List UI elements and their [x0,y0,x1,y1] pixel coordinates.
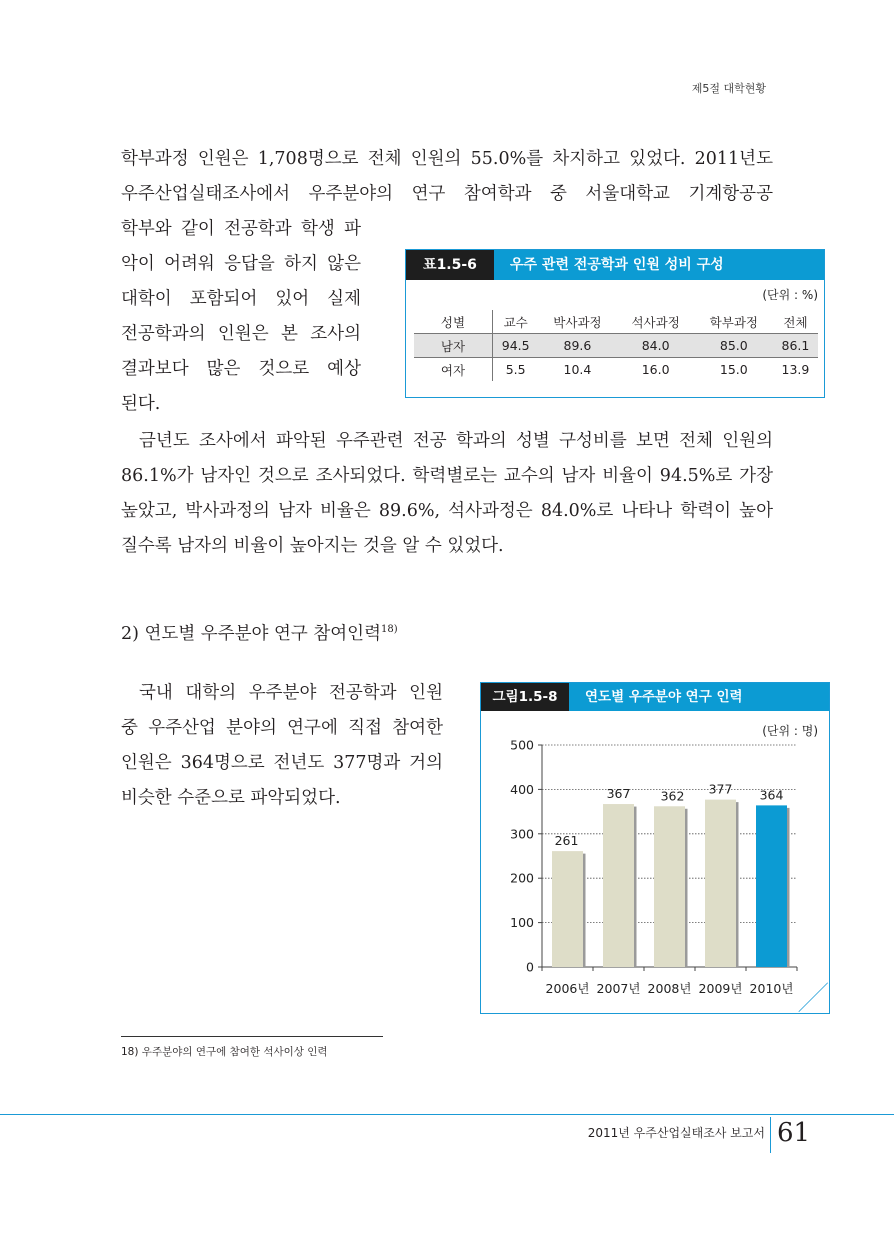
table-cell: 13.9 [781,362,810,377]
figure-tag: 그림1.5-8 [481,683,569,711]
x-tick-label: 2006년 [545,981,590,996]
data-table [414,310,818,381]
y-tick-label: 0 [526,959,534,975]
column-header: 교수 [493,310,539,334]
table-cell: 남자 [414,334,493,358]
table-cell: 5.5 [505,362,526,377]
paragraph-1 [121,142,773,212]
table-cell: 94.5 [493,334,539,358]
column-header: 성별 [414,310,493,334]
bar-layer [552,800,790,967]
table-cell: 86.1 [773,334,818,358]
chapter-header: 제5절 대학현황 [691,82,766,95]
table-header-bar [406,250,824,280]
bar [705,800,736,967]
y-tick-label: 500 [510,737,534,753]
y-tick-label: 100 [510,915,534,931]
bar [552,851,583,967]
figure-title: 연도별 우주분야 연구 인력 [585,689,743,705]
column-header: 전체 [773,310,818,334]
figure-box [480,682,830,1014]
text-line: 86.1%가 남자인 것으로 조사되었다. 학력별로는 교수의 남자 비율이 94.5%로 가장 [121,466,773,486]
x-tick-label: 2008년 [647,981,692,996]
text-line: 학부와 같이 전공학과 학생 파 [121,219,361,239]
bar [654,806,685,967]
y-tick-label: 300 [510,826,534,842]
footnote: 18) 우주분야의 연구에 참여한 석사이상 인력 [121,1046,328,1058]
text-line: 악이 어려워 응답을 하지 않은 [121,254,361,274]
data-label: 364 [759,787,784,803]
bar-chart [481,683,828,1012]
y-tick-label: 200 [510,870,534,886]
table-row [414,334,818,358]
table-cell: 84.0 [617,334,695,358]
table-cell: 10.4 [563,362,592,377]
table-cell: 85.0 [695,334,773,358]
x-tick-label: 2009년 [698,981,743,996]
data-label: 261 [554,833,579,849]
column-header: 석사과정 [617,310,695,334]
bar [603,804,634,967]
text-line: 학부과정 인원은 1,708명으로 전체 인원의 55.0%를 차지하고 있었다. 2011년도 [121,149,773,169]
text-line: 인원은 364명으로 전년도 377명과 거의 [121,753,443,773]
x-tick-label: 2010년 [749,981,794,996]
paragraph-2 [121,424,773,564]
page-number: 61 [777,1118,811,1148]
text-line: 대학이 포함되어 있어 실제 [121,289,361,309]
table-row [414,358,818,382]
text-line: 중 우주산업 분야의 연구에 직접 참여한 [121,718,443,738]
table-cell: 16.0 [641,362,670,377]
bar [756,805,787,967]
chart-unit-label: (단위 : 명) [762,724,818,738]
text-line: 국내 대학의 우주분야 전공학과 인원 [139,683,443,703]
text-line: 비슷한 수준으로 파악되었다. [121,788,341,808]
column-header: 박사과정 [538,310,616,334]
table-cell: 89.6 [538,334,616,358]
subheading-text: 2) 연도별 우주분야 연구 참여인력 [121,624,381,644]
data-label: 362 [660,788,685,804]
footer-label: 2011년 우주산업실태조사 보고서 [587,1126,765,1140]
x-tick-label: 2007년 [596,981,641,996]
y-tick-label: 400 [510,781,534,797]
column-header: 학부과정 [695,310,773,334]
data-label: 377 [708,781,733,797]
paragraph-1-narrow [121,212,361,422]
table-cell: 여자 [414,358,493,382]
text-line: 결과보다 많은 것으로 예상 [121,359,361,379]
table-tag: 표1.5-6 [406,250,494,280]
text-line: 높았고, 박사과정의 남자 비율은 89.6%, 석사과정은 84.0%로 나타나 학력이 높아 [121,501,773,521]
table-box [405,249,825,398]
footnote-rule [121,1036,383,1037]
data-label: 367 [606,786,631,802]
footnote-ref: 18) [380,624,398,636]
paragraph-3 [121,676,443,816]
table-title: 우주 관련 전공학과 인원 성비 구성 [510,257,724,273]
table-unit: (단위 : %) [762,288,818,302]
text-line: 전공학과의 인원은 본 조사의 [121,324,361,344]
section-subheading [121,620,398,645]
corner-mask [799,983,828,1012]
text-line: 우주산업실태조사에서 우주분야의 연구 참여학과 중 서울대학교 기계항공공 [121,184,773,204]
text-line: 질수록 남자의 비율이 높아지는 것을 알 수 있었다. [121,536,504,556]
table-cell: 15.0 [719,362,748,377]
footer-separator [770,1117,771,1153]
footer-rule [0,1114,894,1115]
text-line: 금년도 조사에서 파악된 우주관련 전공 학과의 성별 구성비를 보면 전체 인원의 [139,431,773,451]
table-header-row [414,310,818,334]
text-line: 된다. [121,394,161,414]
